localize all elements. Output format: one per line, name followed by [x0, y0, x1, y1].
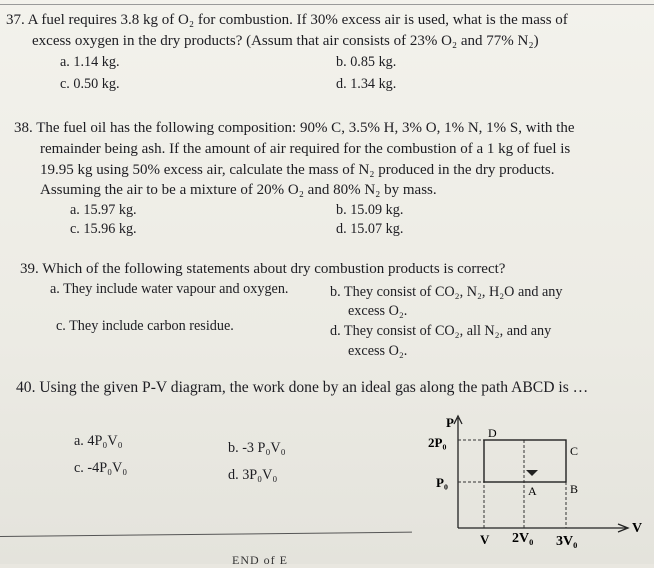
point-d-label: D [488, 426, 497, 440]
p-low-label: P₀ [436, 475, 448, 490]
point-a-label: A [528, 484, 537, 498]
q38-option-b[interactable]: b. 15.09 kg. [336, 202, 404, 218]
q38-option-d[interactable]: d. 15.07 kg. [336, 221, 404, 237]
q37-option-a[interactable]: a. 1.14 kg. [60, 54, 120, 70]
q40-option-c[interactable]: c. -4P₀V₀ [74, 460, 128, 476]
q39-option-b-line2[interactable]: excess O₂. [348, 303, 408, 319]
q37-option-d[interactable]: d. 1.34 kg. [336, 76, 397, 92]
v1-label: V [480, 532, 490, 547]
q38-option-c[interactable]: c. 15.96 kg. [70, 221, 137, 237]
q38-stem-line4: Assuming the air to be a mixture of 20% O₂ and 80% N₂ by mass. [40, 182, 437, 198]
q39-option-d-line2[interactable]: excess O₂. [348, 343, 408, 359]
q38-stem-line3: 19.95 kg using 50% excess air, calculate the mass of N₂ produced in the dry products. [40, 162, 555, 178]
q40-stem: 40. Using the given P-V diagram, the work done by an ideal gas along the path ABCD is … [16, 379, 589, 396]
q39-option-c[interactable]: c. They include carbon residue. [56, 318, 234, 334]
q37-stem-line2: excess oxygen in the dry products? (Assum that air consists of 23% O₂ and 77% N₂) [32, 33, 539, 49]
p-axis-label: P [446, 415, 454, 430]
q39-stem: 39. Which of the following statements about dry combustion products is correct? [20, 261, 506, 277]
q38-stem-line2: remainder being ash. If the amount of air required for the combustion of a 1 kg of fuel is [40, 141, 571, 157]
point-b-label: B [570, 482, 579, 496]
q37-stem-line1: 37. A fuel requires 3.8 kg of O₂ for combustion. If 30% excess air is used, what is the mass of [6, 12, 568, 28]
v-axis-label: V [632, 521, 643, 536]
q40-option-b[interactable]: b. -3 P₀V₀ [228, 440, 286, 456]
q39-option-d-line1[interactable]: d. They consist of CO₂, all N₂, and any [330, 323, 552, 339]
path-arrow [526, 470, 538, 476]
q40-option-d[interactable]: d. 3P₀V₀ [228, 467, 278, 483]
v2-label: 2V₀ [512, 531, 534, 546]
q37-option-b[interactable]: b. 0.85 kg. [336, 54, 397, 70]
abcd-path [484, 440, 566, 482]
end-marker: END of E [232, 553, 288, 567]
point-c-label: C [570, 444, 579, 458]
q37-option-c[interactable]: c. 0.50 kg. [60, 76, 120, 92]
q40-option-a[interactable]: a. 4P₀V₀ [74, 433, 123, 449]
q38-stem-line1: 38. The fuel oil has the following composition: 90% C, 3.5% H, 3% O, 1% N, 1% S, with the [14, 120, 575, 136]
v3-label: 3V₀ [556, 534, 578, 549]
q39-option-b-line1[interactable]: b. They consist of CO₂, N₂, H₂O and any [330, 284, 563, 300]
q39-option-a[interactable]: a. They include water vapour and oxygen. [50, 281, 289, 297]
p-high-label: 2P₀ [428, 435, 447, 450]
q38-option-a[interactable]: a. 15.97 kg. [70, 202, 137, 218]
